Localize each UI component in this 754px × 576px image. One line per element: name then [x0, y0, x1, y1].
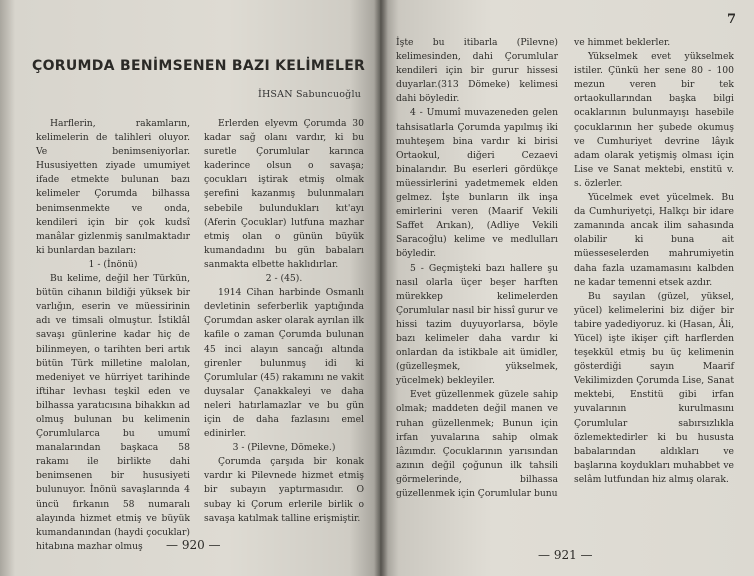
right-column-1: [396, 36, 558, 501]
paragraph: Harflerin, rakamların, kelimelerin de talihleri oluyor. Ve benimseniyorlar. Hususiyetten ziyade umumiyet ifade etmekte bulunan bazı kelimeler Çorumda bilhassa benimsenmekte ve onda, kendileri için bir çok kudsî manâlar gizlenmiş sanılmaktadır ki bunlardan bazıları:: [36, 118, 190, 256]
author-name: İHSAN Sabuncuoğlu: [258, 89, 362, 100]
right-column-2: [574, 36, 734, 487]
left-column-1: [36, 117, 190, 554]
left-column-2: [204, 117, 364, 526]
right-page: [380, 0, 754, 576]
section-heading: 1 - (İnönü): [88, 258, 138, 270]
paragraph: 1914 Cihan harbinde Osmanlı devletinin seferberlik yaptığında Çorumdan asker olarak ayrılan ilk kafile o zaman Çorumda bulunan 45 inci alayın sancağı altında girenler bulunmuş idi ki Çorumlular (45) rakamını ne vakit duysalar Çanakkaleyi ve daha neleri hatırlamazlar ve bu gün için de daha fazlasını emel edinirler.: [204, 287, 364, 440]
paragraph: Bu sayılan (güzel, yüksel, yücel) kelimelerini biz diğer bir tabire yadediyoruz. ki (Hasan, Âli, Yücel) işte ikişer çift harflerden teşekkül etmiş bu üç kelimenin gösterdiği sayın Maarif Vekilimizden Çorumda Lise, Sanat mektebi, Enstitü gibi irfan yuvalarının kurulmasını Çorumlular sabırsızlıkla özlemektedirler ki bu hususta babalarından aldıkları ve başlarına koydukları muhabbet ve selâm lutfundan hiz almış olarak.: [574, 290, 735, 485]
paragraph: ve himmet beklerler.: [574, 37, 671, 48]
paragraph: Erlerden elyevm Çorumda 30 kadar sağ olanı vardır, ki bu suretle Çorumlular karınca kaderince olsun o savaşa; çocukları iştirak etmiş olmak şerefini kazanmış bulunmaları sebebile bulundukları kıt'ayı (Aferin Çocuklar) lutfuna mazhar etmiş olan o günün büyük kumandadını bu gün babaları sanmakta elbette haklıdırlar.: [204, 118, 364, 270]
page-folio-left: — 920 —: [166, 538, 221, 552]
book-gutter: [374, 0, 388, 576]
page-number: 7: [726, 12, 736, 27]
paragraph: Bu kelime, değil her Türkün, bütün cihanın bildiği yüksek bir varlığın, eserin ve müessirinin adı ve timsali olmuştur. İstiklâl savaşı günlerine kadar hiç de bilinmeyen, o tarihten beri artık bütün Türk milletine malolan, medeniyet ve hürriyet tarihinde iftihar levhası teşkil eden ve bilhassa yaratıcısına bihakkın ad olmuş bulunan bu kelimenin Çorumlularca bu umumî manalarından başkaca 58 rakamı ile birlikte dahi benimsenen bir hususiyeti bulunuyor. İnönü savaşlarında 4 üncü fırkanın 58 numaralı alayında hizmet etmiş ve büyük kumandanından (haydi çocuklar) hitabına mazhar olmuş: [36, 273, 190, 552]
section-heading: 3 - (Pilevne, Dömeke.): [232, 442, 336, 454]
paragraph: 4 - Umumî muvazeneden gelen tahsisatlarla Çorumda yapılmış iki muhteşem bina vardır ki birisi Ortaokul, diğeri Cezaevi binalarıdır. Bu eserleri gördükçe müessirlerini yadetmemek elden gelmez. İşte bunların ilk inşa emirlerini veren (Maarif Vekili Saffet Arıkan), (Adliye Vekili Saracoğlu) kelime ve medlulları böyledir.: [396, 107, 558, 260]
paragraph: Yücelmek evet yücelmek. Bu da Cumhuriyetçi, Halkçı bir idare zamanında ancak ilim sahasında olabilir ki buna ait müesseselerden mahrumiyetin daha fazla uzamamasını kalbden ne kadar temenni etsek azdır.: [574, 192, 734, 288]
paragraph: İşte bu itibarla (Pilevne) kelimesinden, dahi Çorumlular kendileri için bir gurur hissesi duyarlar.(313 Dömeke) kelimesi dahi böyledir.: [396, 37, 558, 105]
article-title: ÇORUMDA BENİMSENEN BAZI KELİMELER: [32, 58, 366, 74]
section-heading: 2 - (45).: [265, 273, 303, 285]
paragraph: 5 - Geçmişteki bazı hallere şu nasıl olarla üçer beşer harften mürekkep kelimelerden Çorumlular nasıl bir hissî gurur ve hissi tazim duyuyorlarsa, böyle bazı kelimeler daha vardır ki onlardan da istikbale ait ümidler, (güzelleşmek, yükselmek, yücelmek) bekleyiler.: [396, 262, 558, 387]
paragraph: Evet güzellenmek güzele sahip olmak; maddeten değil manen ve ruhan güzellenmek; Bunun için irfan yuvalarına sahip olmak lâzımdır. Çocuklarının yarısından azının değil çoğunun ilk tahsili görmelerinde, bilhassa güzellenmek için Çorumlular bunu: [396, 389, 558, 499]
paragraph: Çorumda çarşıda bir konak vardır ki Pilevnede hizmet etmiş bir subayın yaptırmasıdır. O subay ki Çorum erlerile birlik o savaşa katılmak talline erişmiştir.: [204, 456, 364, 524]
page-folio-right: — 921 —: [538, 548, 593, 562]
paragraph: Yükselmek evet yükselmek istiler. Çünkü her sene 80 - 100 mezun veren bir tek ortaokullarından başka bilgi ocaklarının bulunmayışı hasebile çocuklarının her şubede okumuş ve Cumhuriyet devrine lâyık adam olarak yetişmiş olması için Lise ve Sanat mektebi, enstitü v. s. özlerler.: [574, 51, 734, 189]
